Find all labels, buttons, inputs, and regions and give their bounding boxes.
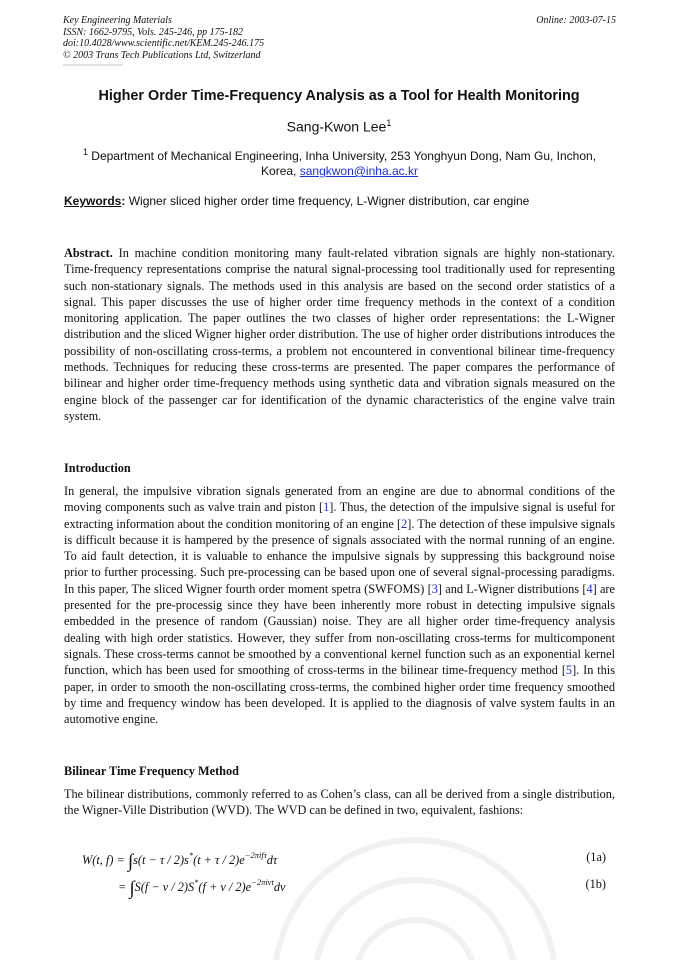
affiliation <box>64 145 615 179</box>
eq1b-rest: (f + ν / 2)e <box>198 880 252 894</box>
eq1a-number: (1a) <box>586 850 606 864</box>
intro-text-3: ]. The detection of these impulsive signals is difficult because it is hampered by the presence of signals associated with the normal running of an engine. To aid fault detection, it is valuable to enhance the impulsive signals by suppressing this background noise prior to further processing. Such pre-processing can be based upon one of several signal-processing paradigms. In this paper, The sliced Wigner fourth order moment spetra (SWFOMS) [ <box>64 516 615 596</box>
issn-line: ISSN: 1662-9795, Vols. 245-246, pp 175-182 <box>63 26 243 38</box>
keywords-text: Wigner sliced higher order time frequency, L-Wigner distribution, car engine <box>128 194 530 208</box>
affiliation-text: Department of Mechanical Engineering, Inha University, 253 Yonghyun Dong, Nam Gu, Inchon, Korea, <box>91 149 597 178</box>
intro-text-6: ]. In this paper, in order to smooth the non-oscillating cross-terms, the combined higher order time frequency smoothed by time and frequency window has been developed. It is applied to the diagnosis of valve system faults in an automotive engine. <box>64 663 616 727</box>
author-email-link[interactable]: sangkwon@inha.ac.kr <box>299 164 418 178</box>
intro-text-5: ] are presented for the pre-processig since they have been inherently more robust in detecting impulsive signals embedded in the presence of random (Gaussian) noise. They are all higher order time-frequency analysis dealing with high order statistics. However, they suffer from non-oscillating cross-terms for multicomponent signals. These cross-terms cannot be smoothed by a conventional kernel function such as an exponential kernel function, which has been used for smoothing of cross-terms in the bilinear time-frequency method [ <box>64 581 615 678</box>
author-line <box>40 118 638 135</box>
eq1a-rest: (t + τ / 2)e <box>193 853 245 867</box>
eq1a-integrand: s(t − τ / 2)s <box>133 853 189 867</box>
citation-4[interactable]: 4 <box>586 581 593 596</box>
affiliation-mark: 1 <box>82 147 88 157</box>
citation-3[interactable]: 3 <box>431 581 438 596</box>
online-date: Online: 2003-07-15 <box>536 15 616 26</box>
eq1a-star: * <box>188 850 194 860</box>
author-name: Sang-Kwon Lee <box>286 118 387 135</box>
keywords-line <box>64 194 624 208</box>
eq1b-integrand: S(f − ν / 2)S <box>134 880 195 894</box>
journal-header <box>63 15 616 61</box>
eq1b-exponent: −2πiνt <box>251 877 274 887</box>
keywords-label: Keywords <box>64 194 122 208</box>
abstract-label: Abstract. <box>64 246 113 260</box>
citation-5[interactable]: 5 <box>565 663 573 678</box>
publisher-watermark <box>250 780 580 960</box>
eq1b-differential: dν <box>273 880 286 894</box>
eq1a-lhs: W(t, f) = <box>82 853 125 867</box>
eq1b-lhs: = <box>118 880 127 894</box>
eq1a-differential: dτ <box>266 853 278 867</box>
integral-sign: ∫ <box>127 851 134 872</box>
abstract-text: In machine condition monitoring many fault-related vibration signals are highly non-stationary. Time-frequency representations comprise the natural signal-processing tool traditionally used for representing such non-stationary signals. The methods used in this analysis are based on the second order statistics of a signal. This paper discusses the use of higher order time frequency methods in the context of a condition monitoring application. The paper outlines the two classes of higher order representations: the L-Wigner distribution and the sliced Wigner higher order distribution. The use of higher order distributions introduces the possibility of non-oscillating cross-terms, a problem not encountered in conventional bilinear time-frequency methods. Techniques for reducing these cross-terms are presented. The paper compares the performance of bilinear and higher order time-frequency methods using synthetic data and vibration signals measured on the engine block of the passenger car for identification of the dynamic characteristics of the engine valve train system. <box>64 246 616 423</box>
copyright-line: © 2003 Trans Tech Publications Ltd, Switzerland <box>63 49 261 61</box>
introduction-paragraph <box>64 483 615 727</box>
keywords-colon: : <box>121 194 126 208</box>
bilinear-heading: Bilinear Time Frequency Method <box>64 764 240 778</box>
paper-title: Higher Order Time-Frequency Analysis as a Tool for Health Monitoring <box>98 88 580 104</box>
citation-1[interactable]: 1 <box>323 500 330 515</box>
author-mark: 1 <box>386 118 392 128</box>
citation-2[interactable]: 2 <box>401 516 408 531</box>
eq1a-exponent: −2πifτ <box>244 850 267 860</box>
integral-sign: ∫ <box>129 878 135 899</box>
abstract-paragraph <box>64 245 615 424</box>
eq1b-number: (1b) <box>585 877 606 891</box>
faint-header-trace <box>63 64 123 69</box>
journal-name: Key Engineering Materials <box>63 15 172 26</box>
introduction-heading: Introduction <box>64 461 131 475</box>
intro-text-2: ]. Thus, the detection of the impulsive signal is useful for extracting information about the condition monitoring of an engine [ <box>64 500 615 531</box>
intro-text-4: ] and L-Wigner distributions [ <box>437 581 587 596</box>
intro-text-1: In general, the impulsive vibration signals generated from an engine are due to abnormal conditions of the moving components such as valve train and piston [ <box>64 484 615 515</box>
eq1b-star: * <box>194 877 199 887</box>
doi-line: doi:10.4028/www.scientific.net/KEM.245-246.175 <box>63 38 265 49</box>
bilinear-paragraph: The bilinear distributions, commonly referred to as Cohen’s class, can all be derived from a single distribution, the Wigner-Ville Distribution (WVD). The WVD can be defined in two, equivalent, fashions: <box>64 787 615 818</box>
